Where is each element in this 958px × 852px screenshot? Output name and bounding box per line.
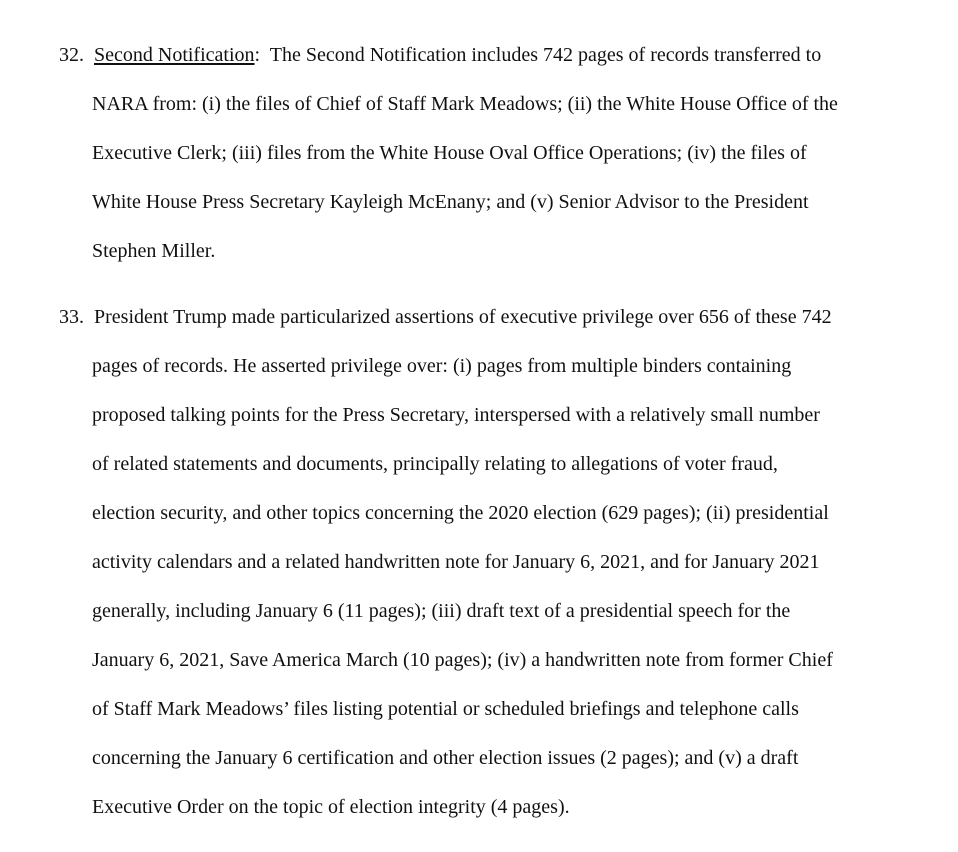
paragraph-33-line-10: concerning the January 6 certification and other election issues (2 pages); and (v) a draft <box>92 747 799 769</box>
paragraph-33-line-11: Executive Order on the topic of election integrity (4 pages). <box>92 796 570 818</box>
paragraph-text: President Trump made particularized assertions of executive privilege over 656 of these 742 <box>94 306 832 328</box>
paragraph-33-line-4: of related statements and documents, principally relating to allegations of voter fraud, <box>92 453 778 475</box>
paragraph-heading: Second Notification <box>94 44 255 66</box>
paragraph-number: 32. <box>59 44 84 66</box>
paragraph-33-line-6: activity calendars and a related handwritten note for January 6, 2021, and for January 2021 <box>92 551 820 573</box>
paragraph-number: 33. <box>59 306 84 328</box>
paragraph-33-line-9: of Staff Mark Meadows’ files listing potential or scheduled briefings and telephone calls <box>92 698 799 720</box>
paragraph-32-line-3: Executive Clerk; (iii) files from the White House Oval Office Operations; (iv) the files of <box>92 142 807 164</box>
paragraph-32-line-1 <box>59 43 821 67</box>
paragraph-33-line-1 <box>59 305 832 329</box>
paragraph-33-line-8: January 6, 2021, Save America March (10 pages); (iv) a handwritten note from former Chief <box>92 649 833 671</box>
paragraph-32-line-4: White House Press Secretary Kayleigh McEnany; and (v) Senior Advisor to the President <box>92 191 809 213</box>
paragraph-32-line-5: Stephen Miller. <box>92 240 216 262</box>
paragraph-33-line-5: election security, and other topics concerning the 2020 election (629 pages); (ii) presidential <box>92 502 829 524</box>
paragraph-text: The Second Notification includes 742 pages of records transferred to <box>269 44 822 66</box>
paragraph-32-line-2: NARA from: (i) the files of Chief of Staff Mark Meadows; (ii) the White House Office of the <box>92 93 838 115</box>
paragraph-33-line-7: generally, including January 6 (11 pages); (iii) draft text of a presidential speech for the <box>92 600 791 622</box>
paragraph-33-line-3: proposed talking points for the Press Secretary, interspersed with a relatively small number <box>92 404 820 426</box>
paragraph-33-line-2: pages of records. He asserted privilege over: (i) pages from multiple binders containing <box>92 355 792 377</box>
heading-colon: : <box>254 44 261 66</box>
